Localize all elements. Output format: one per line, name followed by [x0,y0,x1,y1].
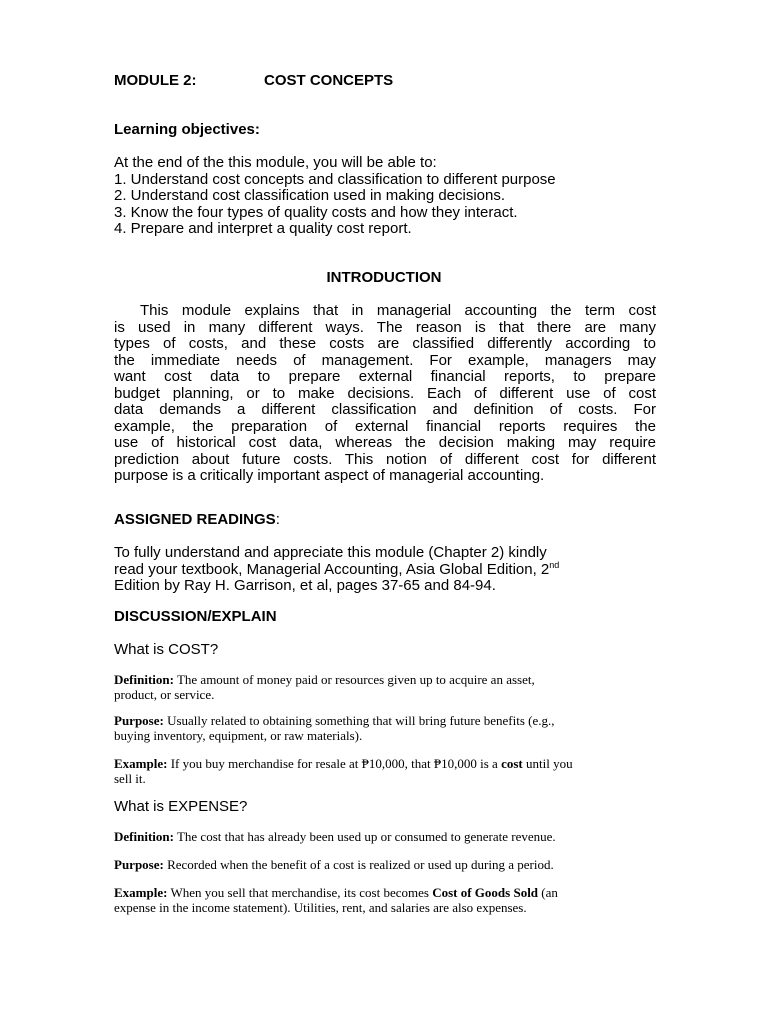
introduction-line: budget planning, or to make decisions. Each of different use of cost [114,384,656,402]
objective-item-4: 4. Prepare and interpret a quality cost report. [114,220,412,237]
cost-definition [114,673,654,702]
expense-example-text-2: expense in the income statement). Utilities, rent, and salaries are also expenses. [114,899,527,915]
expense-purpose [114,858,654,873]
expense-definition-label: Definition: [114,829,174,844]
objective-item-1: 1. Understand cost concepts and classification to different purpose [114,170,556,188]
expense-example-text: When you sell that merchandise, its cost becomes [170,885,429,900]
cost-example-text: If you buy merchandise for resale at ₱10,000, that ₱10,000 is a [170,756,498,771]
expense-example [114,886,654,915]
objective-item-3: 3. Know the four types of quality costs and how they interact. [114,203,518,221]
cost-example-label: Example: [114,756,168,771]
introduction-line: the immediate needs of management. For example, managers may [114,351,656,369]
cost-example-bold: cost [501,756,523,771]
expense-question: What is EXPENSE? [114,798,248,815]
expense-definition-text: The cost that has already been used up or consumed to generate revenue. [176,829,556,844]
introduction-line: types of costs, and these costs are classified differently according to [114,335,656,352]
cost-example [114,757,654,786]
introduction-line: example, the preparation of external financial reports requires the [114,417,656,435]
ordinal-suffix: nd [549,559,560,570]
introduction-line: use of historical cost data, whereas the decision making may require [114,434,656,451]
expense-example-bold: Cost of Goods Sold [432,885,539,900]
assigned-readings-heading: ASSIGNED READINGS [114,511,276,528]
cost-purpose [114,714,654,743]
cost-definition-label: Definition: [114,672,174,687]
introduction-line: data demands a different classification and definition of costs. For [114,401,656,418]
assigned-readings-line-2-text: read your textbook, Managerial Accounting, Asia Global Edition, 2 [114,560,550,578]
introduction-line: is used in many different ways. The reason is that there are many [114,318,656,336]
cost-example-text-post: until you [525,756,573,771]
expense-purpose-label: Purpose: [114,857,164,872]
cost-example-text-2: sell it. [114,770,146,786]
discussion-heading: DISCUSSION/EXPLAIN [114,608,277,625]
expense-definition [114,830,654,845]
introduction-line: purpose is a critically important aspect of managerial accounting. [114,467,545,484]
cost-purpose-label: Purpose: [114,713,164,728]
expense-example-text-post: (an [541,885,558,900]
introduction-heading: INTRODUCTION [326,269,442,286]
introduction-line: want cost data to prepare external financial reports, to prepare [114,368,656,385]
expense-purpose-text: Recorded when the benefit of a cost is realized or used up during a period. [167,857,554,872]
assigned-readings-line-3: Edition by Ray H. Garrison, et al, pages 37-65 and 84-94. [114,577,496,594]
assigned-readings-heading-row [114,512,280,529]
assigned-readings-colon: : [275,511,280,528]
cost-definition-text: The amount of money paid or resources given up to acquire an asset, [176,672,535,687]
module-title: COST CONCEPTS [264,72,394,89]
cost-purpose-text: Usually related to obtaining something that will bring future benefits (e.g., [167,713,555,728]
cost-definition-text-2: product, or service. [114,686,215,702]
cost-question: What is COST? [114,641,219,658]
cost-purpose-text-2: buying inventory, equipment, or raw materials). [114,727,363,743]
assigned-readings-line-1: To fully understand and appreciate this module (Chapter 2) kindly [114,544,547,561]
objective-item-2: 2. Understand cost classification used in making decisions. [114,187,506,204]
introduction-line: prediction about future costs. This notion of different cost for different [114,450,656,468]
module-label: MODULE 2: [114,72,197,89]
introduction-line: This module explains that in managerial accounting the term cost [140,302,656,319]
expense-example-label: Example: [114,885,168,900]
assigned-readings-line-2 [114,559,560,579]
introduction-paragraph [114,303,656,485]
objectives-intro: At the end of the this module, you will be able to: [114,154,437,171]
objectives-heading: Learning objectives: [114,121,260,138]
